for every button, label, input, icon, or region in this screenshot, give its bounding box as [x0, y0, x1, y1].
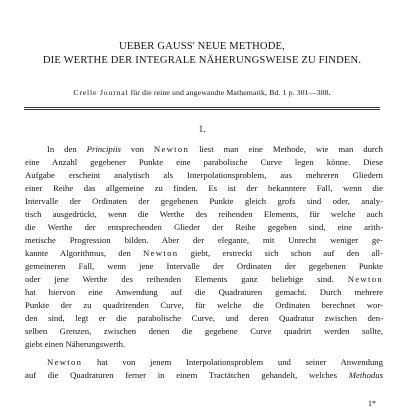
- title-line-1: UEBER GAUSS' NEUE METHODE,: [119, 41, 285, 52]
- line-segment: von: [120, 144, 154, 154]
- paragraph-1-line: Aufgabe erscheint analytisch als Interpolationsproblem, aus mehreren Gliedern: [25, 170, 383, 180]
- paragraph-1-line: Punkte der zu quadrirenden Curve, für welche die Ordinaten berechnet wor-: [25, 300, 383, 310]
- paragraph-1-line: hat hiervon eine Anwendung auf die Quadraturen gemacht. Durch mehrere: [25, 287, 383, 297]
- paragraph-1-line: metische Progression bilden. Aber der elegante, mit Unrecht weniger ge-: [25, 235, 383, 245]
- paragraph-2-line: [25, 370, 383, 380]
- paragraph-1-line: gemeineren Fall, wenn jene Intervalle der Ordinaten der gegebenen Punkte: [25, 261, 383, 271]
- divider-rule-bottom: [24, 109, 380, 110]
- journal-citation: [0, 88, 404, 97]
- divider-rule-top: [24, 107, 380, 108]
- journal-details: für die reine und angewandte Mathematik, Bd. 1 p. 301—308.: [128, 88, 331, 97]
- paragraph-1-line: eine Anzahl gegebener Punkte eine parabolische Curve legen könne. Diese: [25, 157, 383, 167]
- paragraph-1-line: giebt einen Näherungswerth.: [25, 339, 126, 349]
- paragraph-1-line: den sind, legt er die parabolische Curve, und deren Quadratur zwischen den-: [25, 313, 383, 323]
- paragraph-1-line: [25, 274, 383, 284]
- section-number: 1.: [198, 124, 206, 134]
- line-segment: In den: [47, 144, 87, 154]
- line-segment: oder jene Werthe des reihenden Elements ganz beliebige sind.: [25, 274, 348, 284]
- line-segment-spaced: Newton: [47, 357, 83, 367]
- line-segment-spaced: Newton: [153, 144, 190, 154]
- title-line-2: DIE WERTHE DER INTEGRALE NÄHERUNGSWEISE ZU FINDEN.: [42, 55, 362, 66]
- line-segment: auf die Quadraturen ferner in einem Tractätchen gehandelt, welches: [25, 370, 349, 380]
- line-segment-italic: Methodus: [348, 370, 383, 380]
- line-segment-italic: Principiis: [86, 144, 121, 154]
- line-segment: kannte Algorithmus, den: [25, 248, 144, 258]
- paragraph-1-line: einer Reihe das allgemeine zu finden. Es ist der bekanntere Fall, wenn die: [25, 183, 383, 193]
- journal-name: Crelle Journal: [73, 88, 129, 97]
- paragraph-1-line: Intervalle der Ordinaten der gegebenen Punkte gleich grofs sind oder, analy-: [25, 196, 383, 206]
- line-segment-spaced: Newton: [143, 248, 179, 258]
- line-segment-spaced: Newton: [347, 274, 383, 284]
- paragraph-1-line: [25, 248, 383, 258]
- paragraph-1-line: [47, 144, 383, 154]
- line-segment: hat von jenem Interpolationsproblem und seiner Anwendung: [82, 357, 383, 367]
- paragraph-1-line: die Werthe der entsprechenden Glieder der Reihe gegeben sind, eine arith-: [25, 222, 383, 232]
- line-segment: liest man eine Methode, wie man durch: [189, 144, 384, 154]
- line-segment: giebt, erstreckt sich schon auf den all-: [178, 248, 383, 258]
- paragraph-1-line: selben Grenzen, zwischen denen die gegebene Curve quadrirt werden sollte,: [25, 326, 383, 336]
- signature-mark: 1*: [368, 399, 376, 408]
- paragraph-2-line: [47, 357, 383, 367]
- paragraph-1-line: tisch ausgedrückt, wenn die Werthe des reihenden Elements, für welche auch: [25, 209, 383, 219]
